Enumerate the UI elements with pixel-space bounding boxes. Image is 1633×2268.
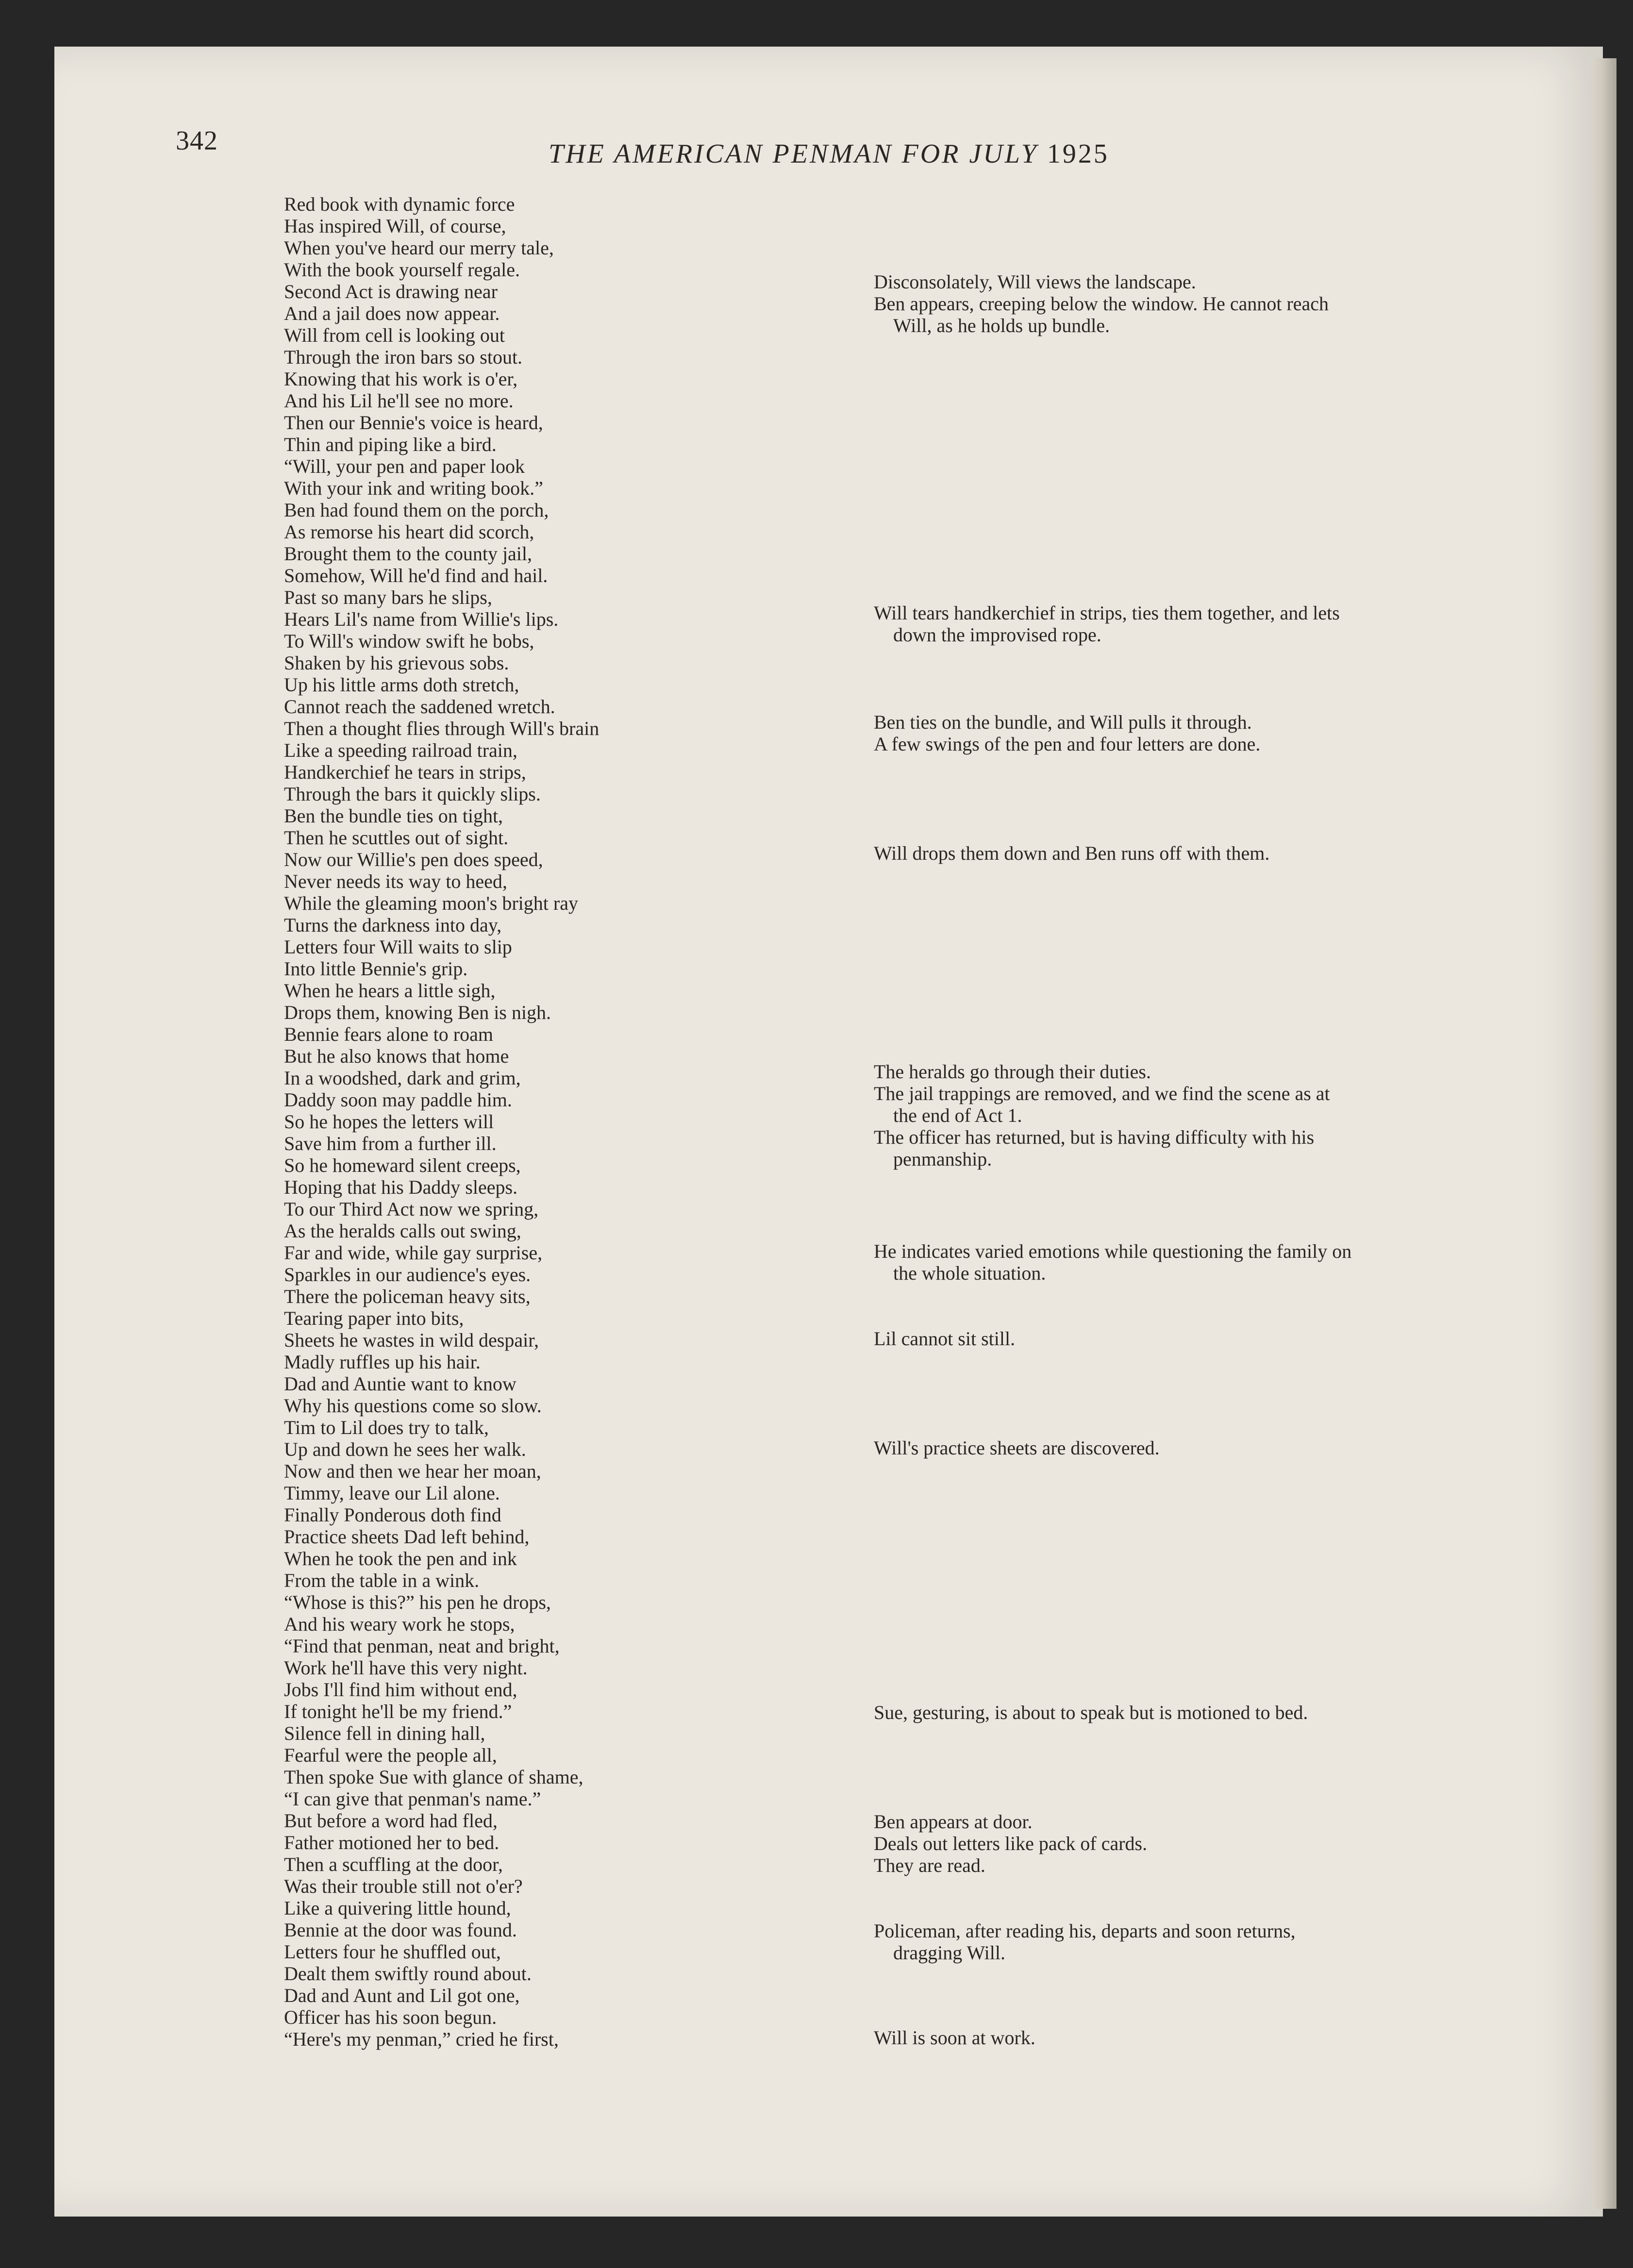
verse-line: Like a quivering little hound, [284, 1897, 511, 1919]
running-head [549, 138, 1109, 169]
direction-line: Policeman, after reading his, departs and soon returns, [874, 1920, 1296, 1942]
direction-line: The jail trappings are removed, and we find the scene as at [874, 1083, 1330, 1104]
verse-line: Dad and Auntie want to know [284, 1373, 517, 1395]
verse-line: As the heralds calls out swing, [284, 1220, 521, 1242]
verse-line: Somehow, Will he'd find and hail. [284, 565, 548, 586]
verse-line: To our Third Act now we spring, [284, 1198, 539, 1220]
verse-line: When you've heard our merry tale, [284, 237, 554, 259]
verse-line: Timmy, leave our Lil alone. [284, 1482, 500, 1504]
verse-line: Work he'll have this very night. [284, 1657, 528, 1679]
page-number: 342 [176, 126, 218, 156]
verse-line: From the table in a wink. [284, 1569, 480, 1591]
direction-line: Will tears handkerchief in strips, ties them together, and lets [874, 602, 1340, 624]
stage-direction [874, 1061, 1529, 1170]
verse-line: So he homeward silent creeps, [284, 1154, 521, 1176]
direction-line: They are read. [874, 1854, 985, 1876]
verse-line: Cannot reach the saddened wretch. [284, 696, 555, 717]
stage-direction [874, 602, 1529, 646]
verse-line: Up and down he sees her walk. [284, 1438, 526, 1460]
verse-column [284, 193, 799, 2050]
verse-line: Jobs I'll find him without end, [284, 1679, 517, 1701]
verse-line: Shaken by his grievous sobs. [284, 652, 509, 674]
verse-line: Never needs its way to heed, [284, 870, 507, 892]
direction-line: Will is soon at work. [874, 2027, 1035, 2049]
direction-line: Deals out letters like pack of cards. [874, 1833, 1148, 1854]
stage-direction [874, 1437, 1529, 1459]
verse-line: “Here's my penman,” cried he first, [284, 2028, 559, 2050]
verse-line: If tonight he'll be my friend.” [284, 1701, 512, 1722]
verse-line: Second Act is drawing near [284, 281, 498, 302]
direction-line: Lil cannot sit still. [874, 1328, 1016, 1350]
verse-line: Far and wide, while gay surprise, [284, 1242, 543, 1264]
verse-line: Hears Lil's name from Willie's lips. [284, 608, 559, 630]
direction-line: Disconsolately, Will views the landscape. [874, 271, 1196, 293]
verse-line: While the gleaming moon's bright ray [284, 892, 578, 914]
stage-direction [874, 2027, 1529, 2049]
verse-line: Through the bars it quickly slips. [284, 783, 541, 805]
verse-line: “Find that penman, neat and bright, [284, 1635, 560, 1657]
verse-line: Brought them to the county jail, [284, 543, 533, 565]
verse-line: Then spoke Sue with glance of shame, [284, 1766, 583, 1788]
direction-line: Sue, gesturing, is about to speak but is motioned to bed. [874, 1701, 1308, 1723]
verse-line: Letters four he shuffled out, [284, 1941, 501, 1963]
verse-line: Has inspired Will, of course, [284, 215, 506, 237]
verse-line: Now and then we hear her moan, [284, 1460, 541, 1482]
stage-direction [874, 271, 1529, 336]
verse-line: Dealt them swiftly round about. [284, 1963, 532, 1984]
direction-line: Ben ties on the bundle, and Will pulls it through. [874, 711, 1252, 733]
direction-line: the whole situation. [893, 1262, 1046, 1284]
verse-line: As remorse his heart did scorch, [284, 521, 534, 543]
verse-line: Tearing paper into bits, [284, 1307, 464, 1329]
verse-line: Will from cell is looking out [284, 324, 505, 346]
verse-line: When he took the pen and ink [284, 1548, 517, 1569]
direction-line: dragging Will. [893, 1942, 1005, 1964]
direction-line: Ben appears, creeping below the window. He cannot reach [874, 293, 1329, 315]
verse-line: Then a scuffling at the door, [284, 1853, 503, 1875]
verse-line: Into little Bennie's grip. [284, 958, 468, 980]
running-head-title: THE AMERICAN PENMAN FOR JULY [549, 139, 1038, 169]
verse-line: Then a thought flies through Will's brain [284, 717, 600, 739]
verse-line: Officer has his soon begun. [284, 2006, 497, 2028]
verse-line: Was their trouble still not o'er? [284, 1875, 523, 1897]
verse-line: Sheets he wastes in wild despair, [284, 1329, 539, 1351]
direction-line: Will's practice sheets are discovered. [874, 1437, 1160, 1459]
direction-line: The heralds go through their duties. [874, 1061, 1151, 1083]
verse-line: Like a speeding railroad train, [284, 739, 517, 761]
verse-line: Sparkles in our audience's eyes. [284, 1264, 531, 1285]
verse-line: Knowing that his work is o'er, [284, 368, 518, 390]
stage-direction [874, 711, 1529, 755]
running-head-year: 1925 [1047, 139, 1109, 169]
verse-line: Daddy soon may paddle him. [284, 1089, 512, 1111]
verse-line: Practice sheets Dad left behind, [284, 1526, 530, 1548]
verse-line: Thin and piping like a bird. [284, 434, 497, 455]
verse-line: Tim to Lil does try to talk, [284, 1417, 489, 1438]
verse-line: Why his questions come so slow. [284, 1395, 542, 1417]
verse-line: And his Lil he'll see no more. [284, 390, 514, 412]
verse-line: With the book yourself regale. [284, 259, 520, 281]
direction-line: The officer has returned, but is having difficulty with his [874, 1126, 1315, 1148]
verse-line: Turns the darkness into day, [284, 914, 502, 936]
verse-line: Letters four Will waits to slip [284, 936, 512, 958]
page-gutter-edge [1592, 58, 1616, 2209]
verse-line: Fearful were the people all, [284, 1744, 497, 1766]
verse-line: Handkerchief he tears in strips, [284, 761, 526, 783]
direction-line: down the improvised rope. [893, 624, 1101, 646]
verse-line: Father motioned her to bed. [284, 1832, 500, 1853]
verse-line: Red book with dynamic force [284, 193, 515, 215]
verse-line: Now our Willie's pen does speed, [284, 849, 543, 870]
verse-line: Hoping that his Daddy sleeps. [284, 1176, 518, 1198]
verse-line: But before a word had fled, [284, 1810, 498, 1832]
direction-line: Will drops them down and Ben runs off with them. [874, 842, 1270, 864]
verse-line: Finally Ponderous doth find [284, 1504, 501, 1526]
verse-line: “Whose is this?” his pen he drops, [284, 1591, 551, 1613]
verse-line: Then he scuttles out of sight. [284, 827, 509, 849]
stage-direction [874, 842, 1529, 864]
verse-line: Silence fell in dining hall, [284, 1722, 485, 1744]
verse-line: But he also knows that home [284, 1045, 509, 1067]
verse-line: Bennie at the door was found. [284, 1919, 517, 1941]
stage-direction [874, 1811, 1529, 1876]
verse-line: So he hopes the letters will [284, 1111, 494, 1133]
verse-line: Up his little arms doth stretch, [284, 674, 519, 696]
verse-line: Through the iron bars so stout. [284, 346, 523, 368]
stage-direction [874, 1920, 1529, 1964]
verse-line: “I can give that penman's name.” [284, 1788, 541, 1810]
stage-direction [874, 1240, 1529, 1284]
verse-line: And his weary work he stops, [284, 1613, 515, 1635]
verse-line: Bennie fears alone to roam [284, 1023, 493, 1045]
verse-line: “Will, your pen and paper look [284, 455, 525, 477]
verse-line: Dad and Aunt and Lil got one, [284, 1984, 520, 2006]
verse-line: When he hears a little sigh, [284, 980, 496, 1001]
direction-line: Will, as he holds up bundle. [893, 315, 1110, 336]
verse-line: Past so many bars he slips, [284, 586, 492, 608]
verse-line: In a woodshed, dark and grim, [284, 1067, 521, 1089]
verse-line: Madly ruffles up his hair. [284, 1351, 481, 1373]
direction-line: penmanship. [893, 1148, 992, 1170]
verse-line: To Will's window swift he bobs, [284, 630, 534, 652]
verse-line: Drops them, knowing Ben is nigh. [284, 1001, 551, 1023]
verse-line: And a jail does now appear. [284, 302, 500, 324]
direction-line: A few swings of the pen and four letters are done. [874, 733, 1261, 755]
verse-line: Then our Bennie's voice is heard, [284, 412, 543, 434]
direction-line: Ben appears at door. [874, 1811, 1033, 1833]
verse-line: There the policeman heavy sits, [284, 1285, 531, 1307]
verse-line: Ben had found them on the porch, [284, 499, 549, 521]
verse-line: With your ink and writing book.” [284, 477, 543, 499]
verse-line: Save him from a further ill. [284, 1133, 497, 1154]
stage-direction [874, 1328, 1529, 1350]
direction-line: the end of Act 1. [893, 1104, 1022, 1126]
direction-line: He indicates varied emotions while questioning the family on [874, 1240, 1352, 1262]
verse-line: Ben the bundle ties on tight, [284, 805, 503, 827]
stage-direction [874, 1701, 1529, 1723]
